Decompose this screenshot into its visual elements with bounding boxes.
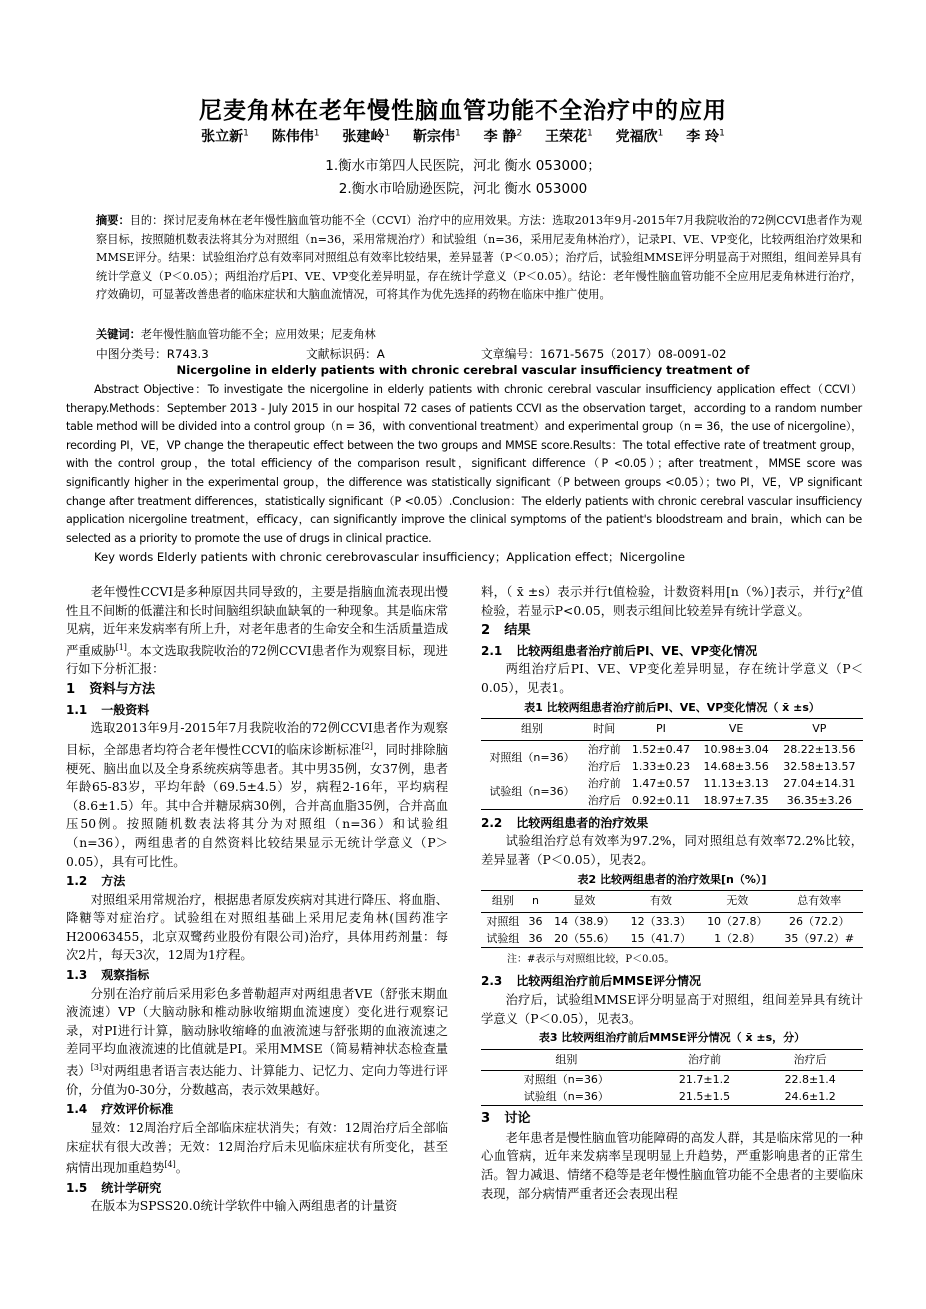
english-abstract-text: Abstract Objective：To investigate the nicergoline in elderly patients with chronic cerebral vascular insufficiency application effect（CCVI）therapy.Methods：September 2013 - July 2015 in our hospital 72 cases of patients CCVI as the observation target，according to a random number table method will be divided into a control group（n = 36，with conventional treatment）and experimental group（n = 36，the use of nicergoline），recording PI，VE，VP change the therapeutic effect between the two groups and MMSE score.Results：The total effective rate of treatment group，with the control group，the total efficiency of the comparison result，significant difference（P <0.05）；after treatment，MMSE score was significantly higher in the experimental group，the difference was statistically significant（P between groups <0.05）；two PI，VE，VP significant change after treatment differences，statistically significant（P <0.05）.Conclusion：The elderly patients with chronic cerebral vascular insufficiency application nicergoline treatment，efficacy，can significantly improve the clinical symptoms of the patient's bloodstream and brain，which can be selected as a priority to promote the use of drugs in clinical practice.	[66, 383, 862, 545]
keywords-text: 老年慢性脑血管功能不全；应用效果；尼麦角林	[140, 328, 376, 341]
clc-number: 中图分类号：R743.3	[96, 347, 209, 361]
english-keywords: Key words Elderly patients with chronic cerebrovascular insufficiency；Application effect；Nicergoline	[94, 550, 685, 564]
subsection-heading: 1.1 一般资料	[66, 702, 150, 717]
table-header: VE	[697, 719, 776, 741]
table-row: 试验组 36 20（55.6） 15（41.7） 1（2.8） 35（97.2）#	[481, 930, 863, 948]
abstract-label: 摘要：	[96, 214, 130, 227]
subsection-heading: 1.4 疗效评价标准	[66, 1102, 174, 1117]
paragraph: 老年患者是慢性脑血管功能障碍的高发人群，其是临床常见的一种心血管病，近年来发病率呈现明显上升趋势，严重影响患者的正常生活。智力减退、情绪不稳等是老年慢性脑血管功能不全患者的主要临床表现，部分病情严重者还会表现出程	[481, 1130, 863, 1201]
table-row: 试验组（n=36） 21.5±1.5 24.6±1.2	[481, 1088, 863, 1106]
paragraph: 选取2013年9月-2015年7月我院收治的72例CCVI患者作为观察目标，全部患者均符合老年慢性CCVI的临床诊断标准[2]，同时排除脑梗死、脑出血以及全身系统疾病等患者。其中男35例，女37例，患者年龄65-83岁，平均年龄（69.5±4.5）岁，病程2-16年，平均病程（8.6±1.5）年。其中合并糖尿病30例，合并高血脂35例，合并高血压50例。按照随机数表法将其分为对照组（n=36）和试验组（n=36），两组患者的自然资料比较结果显示无统计学意义（P＞0.05），具有可比性。	[66, 721, 448, 869]
left-column	[66, 583, 448, 1216]
table-row: 治疗后 1.33±0.23 14.68±3.56 32.58±13.57	[587, 759, 856, 773]
author: 张立新$^1$	[201, 128, 249, 145]
section-heading: 2 结果	[481, 623, 531, 639]
author: 李 静$^2$	[483, 128, 523, 145]
table-header: PI	[625, 719, 696, 741]
author: 陈伟伟$^1$	[271, 128, 320, 145]
paragraph: 试验组治疗总有效率为97.2%，同对照组总有效率72.2%比较，差异显著（P＜0.05），见表2。	[481, 834, 863, 867]
affiliation-1: 1.衡水市第四人民医院，河北 衡水 053000；	[325, 158, 601, 174]
subsection-heading: 1.2 方法	[66, 874, 126, 889]
table-2-caption: 表2 比较两组患者的治疗效果[n（%）]	[577, 872, 767, 886]
table-3-caption: 表3 比较两组治疗前后MMSE评分情况（ x̄ ±s，分）	[538, 1031, 806, 1045]
paragraph: 对照组采用常规治疗，根据患者原发疾病对其进行降压、将血脂、降糖等对症治疗。试验组在对照组基础上采用尼麦角林(国药准字H20063455，北京双鹭药业股份有限公司)治疗，具体用药剂量：每次2片，每天3次，12周为1疗程。	[66, 892, 448, 963]
table-2-note: 注：#表示与对照组比较，P＜0.05。	[507, 953, 675, 965]
subsection-heading: 2.3 比较两组治疗前后MMSE评分情况	[481, 974, 701, 989]
table-row: 对照组 36 14（38.9） 12（33.3） 10（27.8） 26（72.2）	[486, 914, 850, 928]
author: 李 玲$^1$	[686, 128, 725, 145]
author: 张建岭$^1$	[342, 128, 391, 145]
subsection-heading: 2.2 比较两组患者的治疗效果	[481, 815, 649, 830]
right-column	[481, 583, 863, 1203]
english-title: Nicergoline in elderly patients with chronic cerebral vascular insufficiency treatment of	[176, 363, 750, 377]
paragraph: 两组治疗后PI、VE、VP变化差异明显，存在统计学意义（P＜0.05），见表1。	[481, 662, 863, 695]
author: 靳宗伟$^1$	[412, 128, 461, 145]
table-2: 组别 n 显效 有效 无效 总有效率 对照组 36 14（38.9） 12（33.3） 10（27.8） 26（72.2） 试验组 36 20（55.6） 15（41.7） 1（2.8） 35（97.2）#	[481, 890, 863, 948]
table-header: 组别	[481, 719, 583, 741]
table-3: 组别 治疗前 治疗后 对照组（n=36） 21.7±1.2 22.8±1.4 试验组（n=36） 21.5±1.5 24.6±1.2	[481, 1049, 863, 1107]
paper-title: 尼麦角林在老年慢性脑血管功能不全治疗中的应用	[199, 98, 727, 124]
chinese-keywords	[96, 326, 862, 342]
english-abstract	[66, 381, 862, 548]
table-header: VP	[776, 719, 863, 741]
article-number: 文章编号：1671-5675（2017）08-0091-02	[481, 347, 727, 361]
table-header: 时间	[583, 719, 625, 741]
table-row: 治疗后 0.92±0.11 18.97±7.35 36.35±3.26	[481, 792, 863, 810]
author-list	[0, 126, 926, 146]
intro-paragraph: 老年慢性CCVI是多种原因共同导致的，主要是指脑血流表现出慢性且不间断的低灌注和长时间脑组织缺血缺氧的一种现象。其是临床常见病，近年来发病率有所上升，对老年患者的生命安全和生活质量造成严重威胁[1]。本文选取我院收治的72例CCVI患者作为观察目标，现进行如下分析汇报：	[66, 585, 448, 677]
author: 王荣花$^1$	[545, 128, 593, 145]
paragraph: 料，（ x̄ ±s）表示并行t值检验，计数资料用[n（%）]表示，并行χ²值检验，若显示P<0.05，则表示组间比较差异有统计学意义。	[481, 585, 863, 618]
affiliation-2: 2.衡水市哈励逊医院，河北 衡水 053000	[338, 181, 588, 197]
table-1-caption: 表1 比较两组患者治疗前后PI、VE、VP变化情况（ x̄ ±s）	[524, 700, 820, 714]
table-row: 对照组（n=36） 治疗前 1.52±0.47 10.98±3.04 28.22±13.56	[489, 742, 856, 765]
table-row: 试验组（n=36） 治疗前 1.47±0.57 11.13±3.13 27.04±14.31	[481, 775, 863, 792]
keywords-label: 关键词：	[96, 328, 141, 341]
paragraph: 分别在治疗前后采用彩色多普勒超声对两组患者VE（舒张末期血液流速）VP（大脑动脉和椎动脉收缩期血流速度）变化进行观察记录，对PI进行计算，脑动脉收缩峰的血液流速与舒张期的血液流速之差同平均血液流速的比值就是PI。采用MMSE（简易精神状态检查量表）[3]对两组患者语言表达能力、计算能力、记忆力、定向力等进行评价，分值为0-30分，分数越高，表示效果越好。	[66, 986, 448, 1097]
subsection-heading: 2.1 比较两组患者治疗前后PI、VE、VP变化情况	[481, 643, 758, 658]
section-heading: 3 讨论	[481, 1111, 531, 1127]
table-row: 对照组（n=36） 21.7±1.2 22.8±1.4	[523, 1073, 836, 1087]
table-1	[481, 718, 863, 810]
author: 党福欣$^1$	[615, 128, 664, 145]
paragraph: 显效：12周治疗后全部临床症状消失；有效：12周治疗后全部临床症状有很大改善；无效：12周治疗后未见临床症状有所变化，甚至病情出现加重趋势[4]。	[66, 1120, 448, 1176]
subsection-heading: 1.5 统计学研究	[66, 1180, 162, 1195]
paragraph: 在版本为SPSS20.0统计学软件中输入两组患者的计量资	[90, 1199, 398, 1214]
section-heading: 1 资料与方法	[66, 682, 156, 698]
abstract-text: 目的：探讨尼麦角林在老年慢性脑血管功能不全（CCVI）治疗中的应用效果。方法：选取2013年9月-2015年7月我院收治的72例CCVI患者作为观察目标，按照随机数表法将其分为对照组（n=36，采用常规治疗）和试验组（n=36，采用尼麦角林治疗），记录PI、VE、VP变化，比较两组治疗效果和MMSE评分。结果：试验组治疗总有效率同对照组总有效率比较结果，差异显著（P＜0.05）；治疗后，试验组MMSE评分明显高于对照组，组间差异具有统计学意义（P＜0.05）；两组治疗后PI、VE、VP变化差异明显，存在统计学意义（P＜0.05）。结论：老年慢性脑血管功能不全应用尼麦角林进行治疗，疗效确切，可显著改善患者的临床症状和大脑血流情况，可将其作为优先选择的药物在临床中推广使用。	[96, 214, 862, 302]
chinese-abstract	[96, 212, 862, 305]
paragraph: 治疗后，试验组MMSE评分明显高于对照组，组间差异具有统计学意义（P＜0.05），见表3。	[481, 992, 863, 1026]
document-code: 文献标识码：A	[306, 347, 385, 361]
subsection-heading: 1.3 观察指标	[66, 968, 150, 983]
